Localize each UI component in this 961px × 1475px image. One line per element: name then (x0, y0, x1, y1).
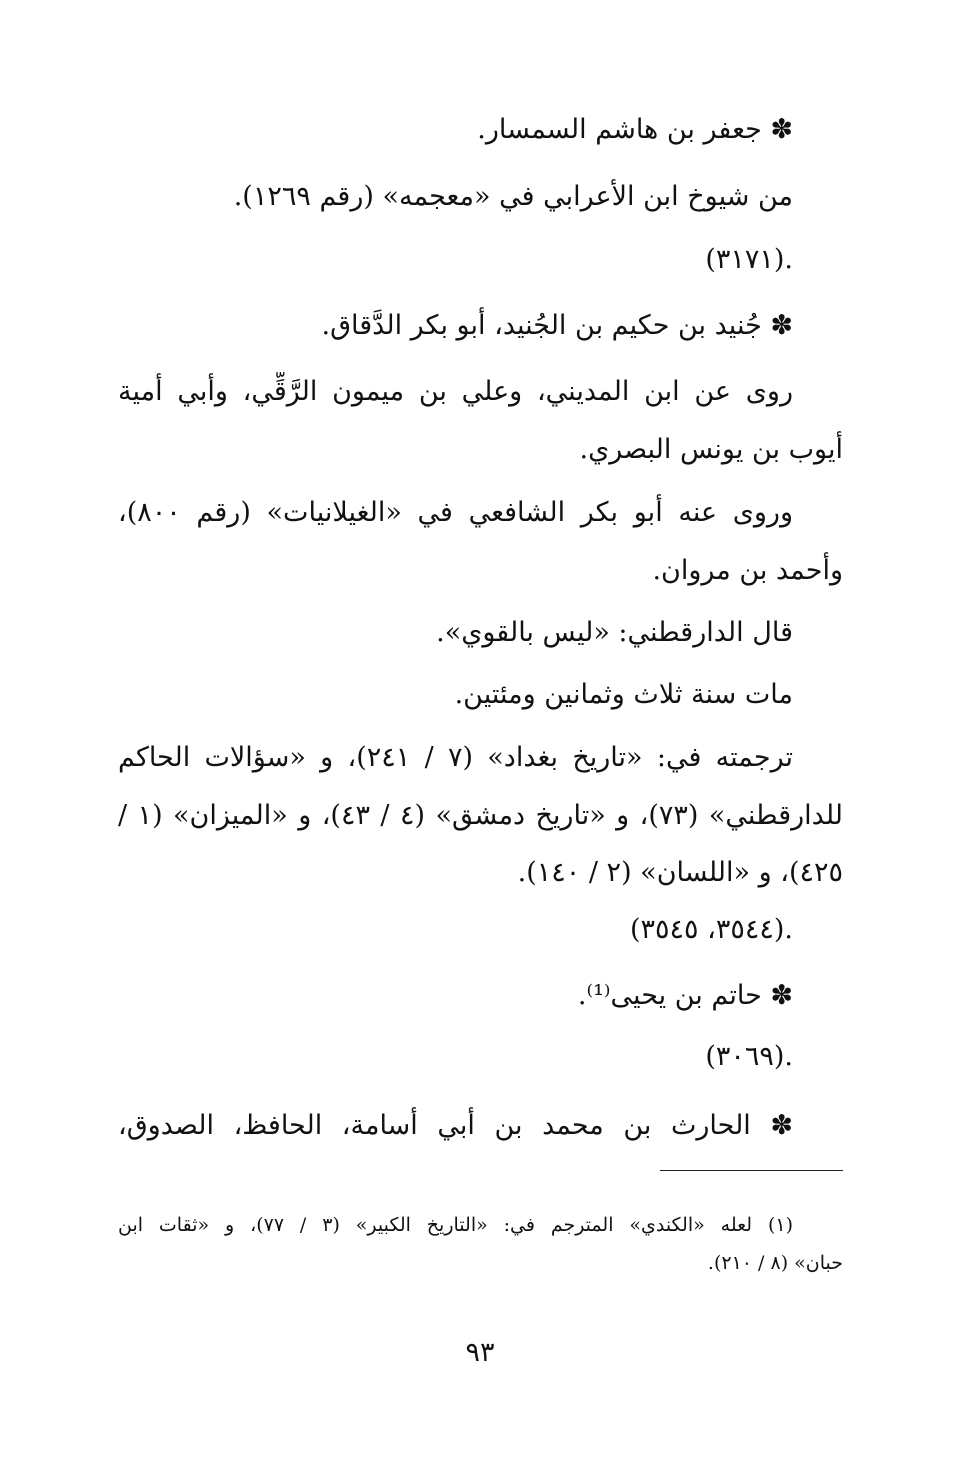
entry-text: روى عن ابن المديني، وعلي بن ميمون الرَّقِّي، وأبي أُمية (118, 376, 793, 407)
entry-heading-harith: ✽ الحارث بن محمد بن أبي أسامة، الحافظ، الصدوق، (118, 1110, 793, 1141)
entry-sources: ترجمته في: «تاريخ بغداد» (٧ / ٢٤١)، و «سؤالات الحاكم (118, 742, 793, 773)
entry-text: قال الدارقطني: «ليس بالقوي». (436, 617, 793, 648)
entry-text: أيوب بن يونس البصري. (579, 434, 843, 465)
entry-text: من شيوخ ابن الأعرابي في «معجمه» (رقم ١٢٦٩). (233, 181, 793, 212)
footnote-separator (660, 1170, 843, 1171)
entry-heading-hatim: ✽ حاتم بن يحيى⁽¹⁾. (577, 980, 793, 1011)
entry-text: مات سنة ثلاث وثمانين ومئتين. (454, 679, 793, 710)
footnote-text: (١) لعله «الكندي» المترجم في: «التاريخ الكبير» (٣ / ٧٧)، و «ثقات ابن (118, 1214, 793, 1236)
entry-reference-number: .(٣٥٤٤، ٣٥٤٥) (630, 914, 793, 945)
page-number: ٩٣ (465, 1337, 495, 1368)
entry-heading-junayd: ✽ جُنيد بن حكيم بن الجُنيد، أبو بكر الدَّقاق. (321, 310, 793, 341)
entry-reference-number: .(٣١٧١) (705, 244, 793, 275)
entry-sources: للدارقطني» (٧٣)، و «تاريخ دمشق» (٤ / ٤٣)، و «الميزان» (١ / (118, 800, 843, 831)
footnote-text: حبان» (٨ / ٢١٠). (707, 1252, 843, 1274)
entry-text: وأحمد بن مروان. (652, 555, 843, 586)
entry-text: وروى عنه أبو بكر الشافعي في «الغيلانيات» (رقم ٨٠٠)، (118, 497, 793, 528)
entry-sources: ٤٢٥)، و «اللسان» (٢ / ١٤٠). (517, 857, 843, 888)
entry-heading-jafar: ✽ جعفر بن هاشم السمسار. (477, 114, 793, 145)
entry-reference-number: .(٣٠٦٩) (705, 1041, 793, 1072)
